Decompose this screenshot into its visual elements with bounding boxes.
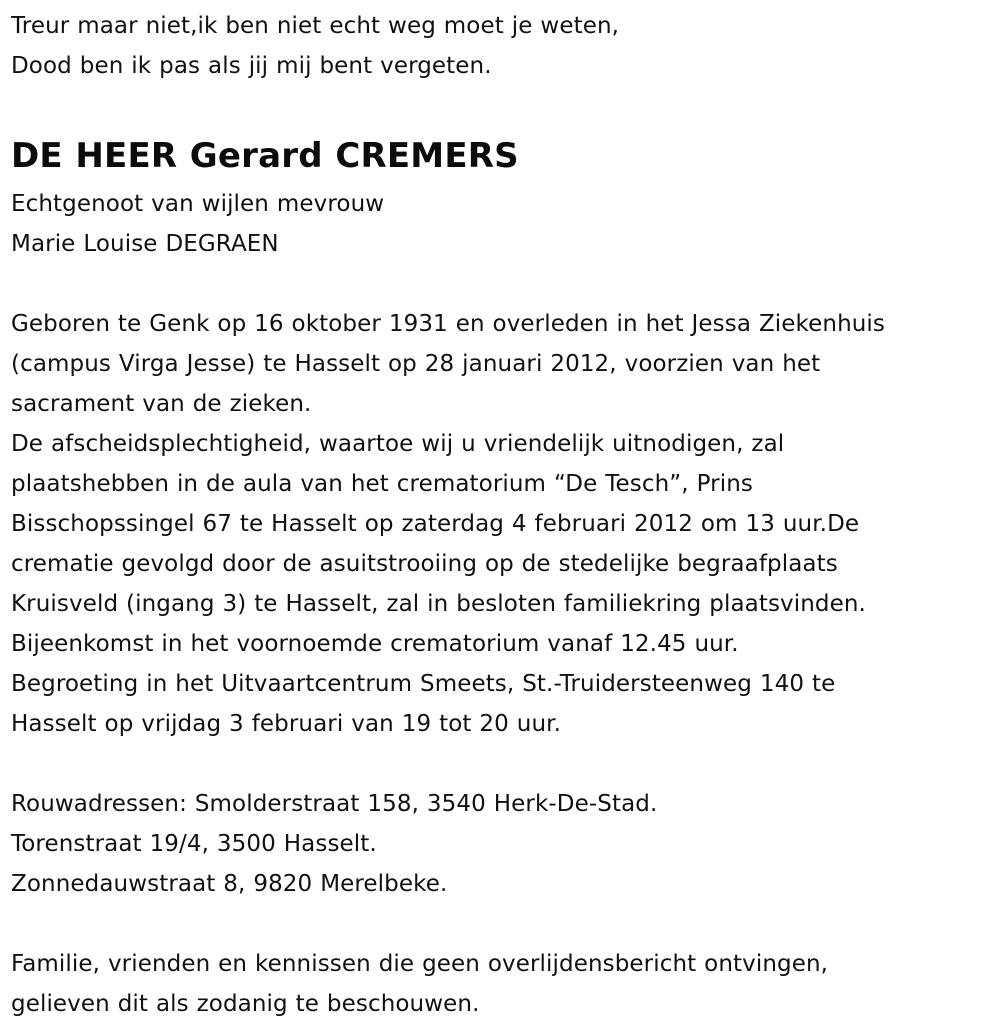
announcement-line: crematie gevolgd door de asuitstrooiing op de stedelijke begraafplaats (11, 551, 838, 577)
announcement-line: Begroeting in het Uitvaartcentrum Smeets, St.-Truidersteenweg 140 te (11, 671, 836, 697)
spouse-line: Echtgenoot van wijlen mevrouw (11, 191, 385, 217)
spouse-line: Marie Louise DEGRAEN (11, 231, 279, 257)
address-line: Torenstraat 19/4, 3500 Hasselt. (11, 831, 377, 857)
announcement-line: Geboren te Genk op 16 oktober 1931 en overleden in het Jessa Ziekenhuis (11, 311, 885, 337)
deceased-name: DE HEER Gerard CREMERS (11, 136, 519, 176)
spacer (11, 744, 996, 784)
announcement-paragraph (11, 304, 996, 744)
announcement-line: plaatshebben in de aula van het crematorium “De Tesch”, Prins (11, 471, 753, 497)
memorial-verse (11, 6, 996, 86)
spouse-info (11, 184, 996, 264)
closing-line: Familie, vrienden en kennissen die geen overlijdensbericht ontvingen, (11, 951, 829, 977)
announcement-line: (campus Virga Jesse) te Hasselt op 28 januari 2012, voorzien van het (11, 351, 821, 377)
spacer (11, 264, 996, 304)
verse-line: Treur maar niet,ik ben niet echt weg moet je weten, (11, 13, 620, 39)
announcement-line: sacrament van de zieken. (11, 391, 312, 417)
announcement-line: Hasselt op vrijdag 3 februari van 19 tot 20 uur. (11, 711, 562, 737)
announcement-line: Kruisveld (ingang 3) te Hasselt, zal in besloten familiekring plaatsvinden. (11, 591, 866, 617)
address-line: Rouwadressen: Smolderstraat 158, 3540 Herk-De-Stad. (11, 791, 658, 817)
spacer (11, 904, 996, 944)
announcement-line: Bijeenkomst in het voornoemde crematorium vanaf 12.45 uur. (11, 631, 739, 657)
announcement-line: De afscheidsplechtigheid, waartoe wij u vriendelijk uitnodigen, zal (11, 431, 785, 457)
announcement-line: Bisschopssingel 67 te Hasselt op zaterdag 4 februari 2012 om 13 uur.De (11, 511, 860, 537)
closing-line: gelieven dit als zodanig te beschouwen. (11, 991, 480, 1017)
obituary-notice (11, 0, 996, 1024)
address-line: Zonnedauwstraat 8, 9820 Merelbeke. (11, 871, 448, 897)
verse-line: Dood ben ik pas als jij mij bent vergeten. (11, 53, 492, 79)
mourning-addresses (11, 784, 996, 904)
closing-note (11, 944, 996, 1024)
